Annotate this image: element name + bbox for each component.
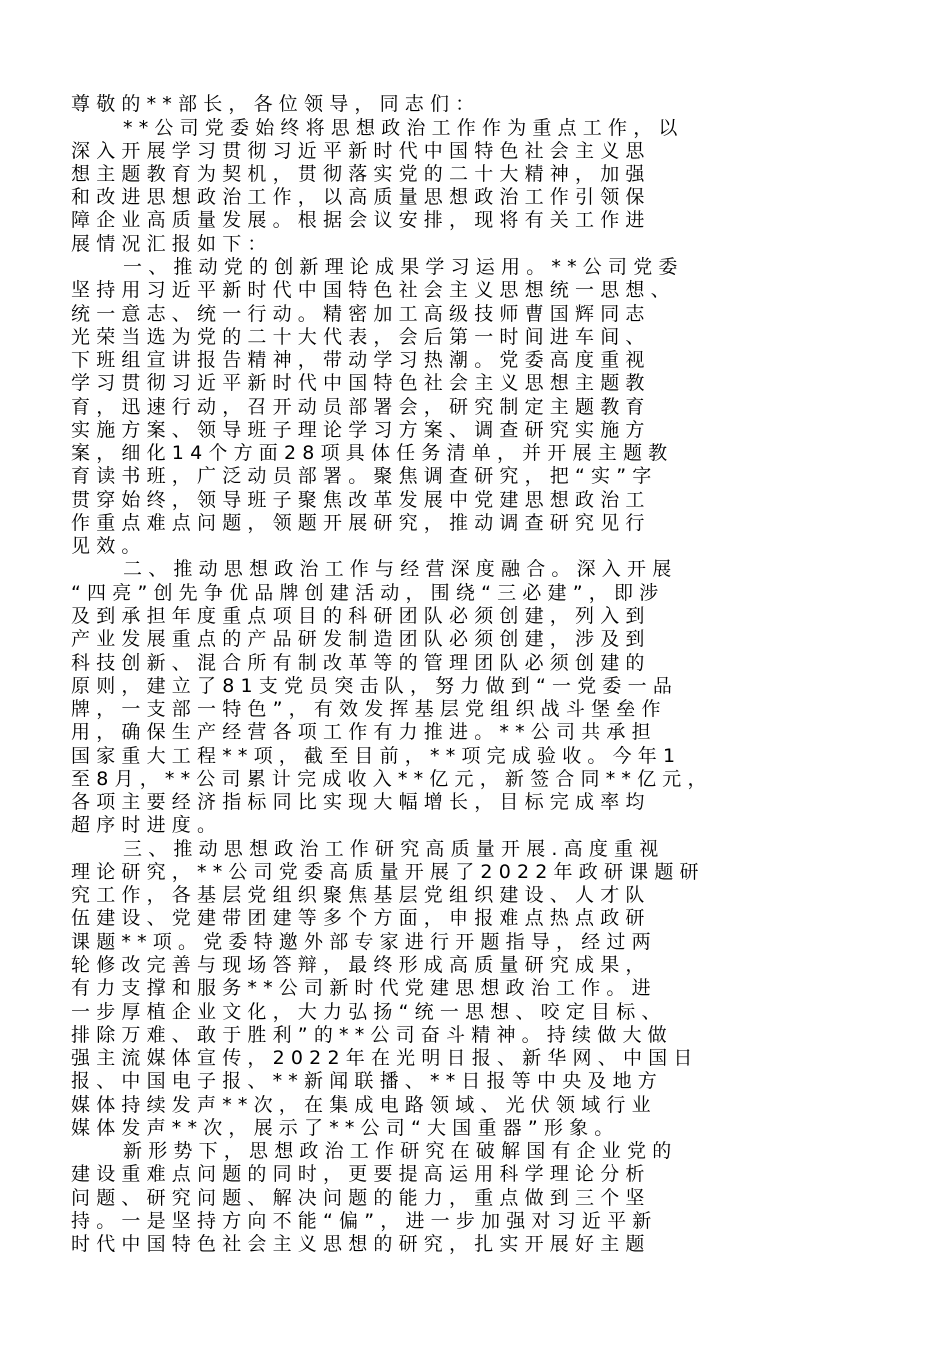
text-line: 一步厚植企业文化，大力弘扬“统一思想、咬定目标、 <box>71 1001 667 1023</box>
text-line: 实施方案、领导班子理论学习方案、调查研究实施方 <box>71 419 651 441</box>
text-line: 案，细化14个方面28项具体任务清单，并开展主题教 <box>71 442 674 464</box>
text-line: 展情况汇报如下： <box>71 233 273 255</box>
text-line: 持。一是坚持方向不能“偏”，进一步加强对习近平新 <box>71 1210 658 1232</box>
text-line: 贯穿始终，领导班子聚焦改革发展中党建思想政治工 <box>71 489 651 511</box>
text-line: 课题**项。党委特邀外部专家进行开题指导，经过两 <box>71 931 657 953</box>
text-line: 报、中国电子报、**新闻联播、**日报等中央及地方 <box>71 1070 664 1092</box>
text-line: 新形势下，思想政治工作研究在破解国有企业党的 <box>123 1140 678 1162</box>
text-line: 媒体持续发声**次，在集成电路领域、光伏领域行业 <box>71 1094 657 1116</box>
text-line: 建设重难点问题的同时，更要提高运用科学理论分析 <box>71 1163 651 1185</box>
text-line: 国家重大工程**项，截至目前，**项完成验收。今年1 <box>71 745 682 767</box>
text-line: 伍建设、党建带团建等多个方面，申报难点热点政研 <box>71 907 651 929</box>
salutation-line: 尊敬的**部长，各位领导，同志们： <box>71 93 481 115</box>
text-line: 想主题教育为契机，贯彻落实党的二十大精神，加强 <box>71 163 651 185</box>
text-line: 统一意志、统一行动。精密加工高级技师曹国辉同志 <box>71 303 651 325</box>
text-line: 各项主要经济指标同比实现大幅增长，目标完成率均 <box>71 791 651 813</box>
text-line: 及到承担年度重点项目的科研团队必须创建，列入到 <box>71 605 651 627</box>
text-line: 轮修改完善与现场答辩，最终形成高质量研究成果， <box>71 954 651 976</box>
text-line: 用，确保生产经营各项工作有力推进。**公司共承担 <box>71 721 657 743</box>
text-line: 牌，一支部一特色”，有效发挥基层党组织战斗堡垒作 <box>71 698 667 720</box>
text-line: 有力支撑和服务**公司新时代党建思想政治工作。进 <box>71 977 657 999</box>
text-line: 育读书班，广泛动员部署。聚焦调查研究，把“实”字 <box>71 465 658 487</box>
text-line: 时代中国特色社会主义思想的研究，扎实开展好主题 <box>71 1233 651 1255</box>
text-line: 光荣当选为党的二十大代表，会后第一时间进车间、 <box>71 326 651 348</box>
text-line: 强主流媒体宣传，2022年在光明日报、新华网、中国日 <box>71 1047 699 1069</box>
text-line: 原则，建立了81支党员突击队，努力做到“一党委一品 <box>71 675 679 697</box>
text-line: 坚持用习近平新时代中国特色社会主义思想统一思想、 <box>71 279 676 301</box>
text-line: “四亮”创先争优品牌创建活动，围绕“三必建”，即涉 <box>71 582 665 604</box>
text-line: 理论研究，**公司党委高质量开展了2022年政研课题研 <box>71 861 705 883</box>
text-line: 下班组宣讲报告精神，带动学习热潮。党委高度重视 <box>71 349 651 371</box>
text-line: 学习贯彻习近平新时代中国特色社会主义思想主题教 <box>71 372 651 394</box>
text-line: 究工作，各基层党组织聚焦基层党组织建设、人才队 <box>71 884 651 906</box>
text-line: 问题、研究问题、解决问题的能力，重点做到三个坚 <box>71 1187 651 1209</box>
text-line: 作重点难点问题，领题开展研究，推动调查研究见行 <box>71 512 651 534</box>
text-line: 育，迅速行动，召开动员部署会，研究制定主题教育 <box>71 396 651 418</box>
text-line: 产业发展重点的产品研发制造团队必须创建，涉及到 <box>71 628 651 650</box>
text-line: **公司党委始终将思想政治工作作为重点工作，以 <box>123 117 684 139</box>
section-heading-line: 三、推动思想政治工作研究高质量开展.高度重视 <box>123 838 665 860</box>
text-line: 障企业高质量发展。根据会议安排，现将有关工作进 <box>71 209 651 231</box>
text-line: 超序时进度。 <box>71 814 223 836</box>
text-line: 科技创新、混合所有制改革等的管理团队必须创建的 <box>71 652 651 674</box>
section-heading-line: 二、推动思想政治工作与经营深度融合。深入开展 <box>123 558 678 580</box>
text-line: 见效。 <box>71 535 147 557</box>
text-line: 深入开展学习贯彻习近平新时代中国特色社会主义思 <box>71 140 651 162</box>
section-heading-line: 一、推动党的创新理论成果学习运用。**公司党委 <box>123 256 684 278</box>
text-line: 至8月，**公司累计完成收入**亿元，新签合同**亿元， <box>71 768 713 790</box>
text-line: 和改进思想政治工作，以高质量思想政治工作引领保 <box>71 186 651 208</box>
text-line: 媒体发声**次，展示了**公司“大国重器”形象。 <box>71 1117 620 1139</box>
text-line: 排除万难、敢于胜利”的**公司奋斗精神。持续做大做 <box>71 1024 673 1046</box>
